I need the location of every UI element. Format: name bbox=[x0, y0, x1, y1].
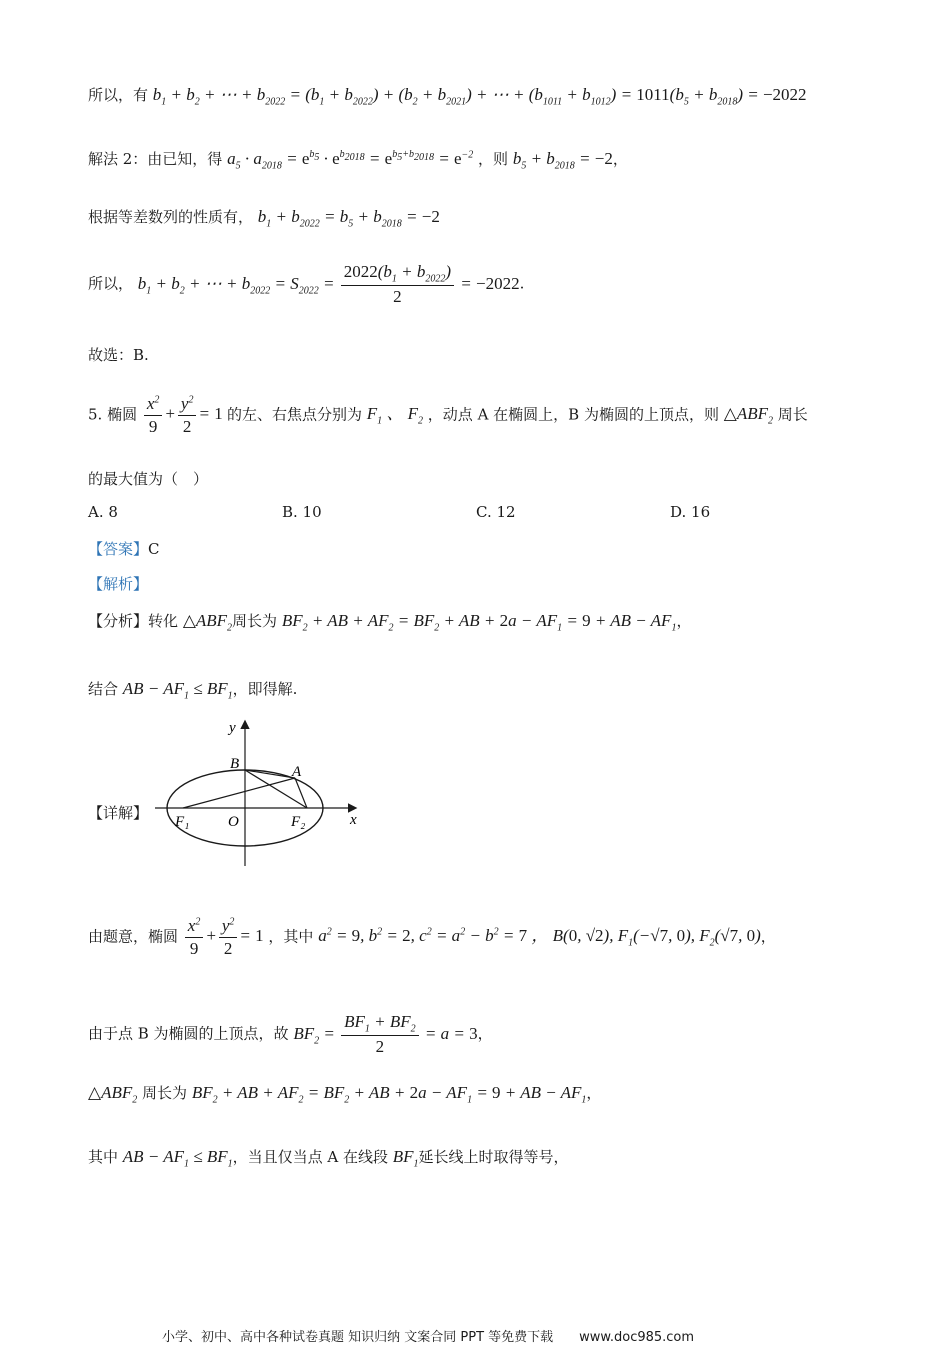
arith-formula: $b_1 + b_{2022} = b_5 + b_{2018} = -2$ bbox=[257, 207, 440, 230]
cond-segment: $BF_1$ bbox=[392, 1147, 419, 1170]
b-vertex-line: 由于点 B 为椭圆的上顶点，故 $BF_2$ = $\frac{BF_1 + BF_2}{2}$ = a = 3， bbox=[88, 1012, 493, 1057]
label-a: A bbox=[292, 764, 302, 780]
cond-prefix: 其中 bbox=[88, 1148, 119, 1166]
sum-formula: $b_1 + b_2$ + ⋯ + $b_{2022} = (b_1 + b_{2022}) + (b_2 + b_{2021})$ + ⋯ + $(b_{1011} + b_{1012}) = 1011(b_5 + b_{2018}) = -2022$ bbox=[152, 85, 807, 108]
sum-result-prefix: 所以， bbox=[88, 274, 134, 293]
question-text4: 的最大值为（ ） bbox=[88, 470, 209, 488]
label-y: y bbox=[229, 720, 236, 736]
b-formula: $BF_2$ = $\frac{BF_1 + BF_2}{2}$ = a = 3 bbox=[293, 1012, 478, 1057]
analysis-tag-text: 【解析】 bbox=[88, 575, 149, 593]
ellipse-params: $a^2 = 9$, $b^2 = 2$, $c^2 = a^2 - b^2 = 7$ ， B(0, √2), $F_1(-√7$, 0), $F_2(√7$, 0) bbox=[318, 926, 761, 949]
method2-line: 解法 2：由已知，得 $a_5 \cdot a_{2018} = e^{b_5} \cdot e^{b_{2018}} = e^{b_5+b_{2018}} = e^{-2}$ ，则 $b_5 + b_{2018} = -2$， bbox=[88, 149, 628, 172]
detail-tag: 【详解】 bbox=[88, 804, 149, 822]
perimeter-label: 周长为 bbox=[142, 1084, 188, 1102]
question-text3: 周长 bbox=[777, 405, 808, 424]
ellipse-figure bbox=[155, 716, 375, 876]
segment-ba-af2 bbox=[295, 778, 307, 808]
conclusion: 故选：B. bbox=[88, 346, 149, 364]
sum-result-formula: $b_1 + b_2$ + ⋯ + $b_{2022} = S_{2022}$ = $\frac{2022(b_1 + b_{2022})}{2}$ = −2022 bbox=[137, 262, 520, 307]
b-prefix: 由于点 B 为椭圆的上顶点，故 bbox=[88, 1024, 289, 1043]
ellipse-mid: ，其中 bbox=[268, 927, 314, 946]
choice-d: D. 16 bbox=[670, 503, 711, 521]
question-text2: ，动点 A 在椭圆上，B 为椭圆的上顶点，则 bbox=[427, 405, 719, 424]
choice-b: B. 10 bbox=[282, 503, 322, 521]
fenxi-tag: 【分析】 bbox=[88, 612, 149, 630]
method2-result: $b_5 + b_{2018} = -2$ bbox=[512, 149, 613, 172]
footer-text: 小学、初中、高中各种试卷真题 知识归纳 文案合同 PPT 等免费下载 www.doc985.com bbox=[162, 1330, 695, 1345]
combine-line bbox=[88, 678, 297, 701]
method2-prefix: 解法 2：由已知，得 bbox=[88, 150, 223, 168]
answer-tag: 【答案】 bbox=[88, 540, 149, 558]
label-o: O bbox=[228, 814, 239, 830]
combine-prefix: 结合 bbox=[88, 680, 119, 698]
sum-prefix: 所以，有 bbox=[88, 86, 149, 104]
label-f2: F₂ bbox=[291, 814, 306, 830]
condition-line bbox=[88, 1146, 569, 1169]
question-5 bbox=[88, 394, 808, 437]
combine-formula: AB − $AF_1 \le BF_1$ bbox=[122, 679, 233, 702]
segment-f1a bbox=[183, 778, 295, 808]
perimeter-line: $\triangle ABF_2$ 周长为 $BF_2$ + AB + $AF_2 = BF_2$ + AB + $2a - AF_1 = 9$ + AB − $AF_1$， bbox=[88, 1083, 602, 1106]
sum-result-line: 所以， $b_1 + b_2$ + ⋯ + $b_{2022} = S_{2022}$ = $\frac{2022(b_1 + b_{2022})}{2}$ = −2022. bbox=[88, 262, 525, 307]
method2-formula: $a_5 \cdot a_{2018} = e^{b_5} \cdot e^{b_{2018}} = e^{b_5+b_{2018}} = e^{-2}$ bbox=[227, 149, 474, 172]
choice-a: A. 8 bbox=[88, 503, 118, 521]
ellipse-line: 由题意，椭圆 $\frac{x^2}{9}$ + $\frac{y^2}{2}$ = 1 ，其中 $a^2 = 9$, $b^2 = 2$, $c^2 = a^2 - b^2 = 7$ ， B(0, √2), $F_1(-√7$, 0), $F_2(√7$, 0)， bbox=[88, 916, 776, 958]
arith-property-line bbox=[88, 206, 440, 229]
ellipse-equation: $\frac{x^2}{9}$ + $\frac{y^2}{2}$ = 1 bbox=[142, 404, 227, 423]
arith-prefix: 根据等差数列的性质有， bbox=[88, 208, 254, 226]
label-f1: F₁ bbox=[175, 814, 190, 830]
ellipse-eq-2: $\frac{x^2}{9}$ + $\frac{y^2}{2}$ = 1 bbox=[183, 926, 264, 945]
fenxi-text: 转化 bbox=[148, 612, 179, 630]
sum-equation-line bbox=[88, 84, 807, 107]
analysis-line: 【分析】转化 $\triangle ABF_2$周长为 $BF_2$ + AB + $AF_2 = BF_2$ + AB + $2a - AF_1 = 9$ + AB − $AF_1$， bbox=[88, 611, 692, 634]
choice-c: C. 12 bbox=[476, 503, 516, 521]
perimeter-formula: $BF_2$ + AB + $AF_2 = BF_2$ + AB + $2a - AF_1 = 9$ + AB − $AF_1$ bbox=[191, 1083, 587, 1106]
fenxi-formula: $BF_2$ + AB + $AF_2 = BF_2$ + AB + $2a - AF_1 = 9$ + AB − $AF_1$ bbox=[281, 611, 677, 634]
cond-suffix2: 延长线上时取得等号， bbox=[418, 1148, 569, 1166]
combine-suffix: ，即得解. bbox=[232, 680, 298, 698]
analysis-tag bbox=[88, 573, 148, 594]
question-number: 5. 椭圆 bbox=[88, 405, 138, 424]
cond-formula: AB − $AF_1 \le BF_1$ bbox=[122, 1147, 233, 1170]
ellipse-prefix: 由题意，椭圆 bbox=[88, 927, 179, 946]
perimeter-triangle: $\triangle ABF_2$ bbox=[88, 1083, 138, 1106]
answer-value: C bbox=[148, 540, 160, 558]
label-x: x bbox=[350, 812, 357, 828]
method2-mid: ，则 bbox=[478, 150, 509, 168]
answer-line bbox=[88, 538, 160, 559]
fenxi-text2: 周长为 bbox=[232, 612, 278, 630]
fenxi-triangle: $\triangle ABF_2$ bbox=[182, 611, 233, 634]
foci-symbols: $F_1$ 、 $F_2$ bbox=[366, 404, 424, 427]
question-text1: 的左、右焦点分别为 bbox=[226, 405, 362, 424]
triangle-symbol: $\triangle ABF_2$ bbox=[723, 404, 773, 427]
cond-suffix: ，当且仅当点 A 在线段 bbox=[232, 1148, 388, 1166]
label-b: B bbox=[230, 756, 240, 772]
